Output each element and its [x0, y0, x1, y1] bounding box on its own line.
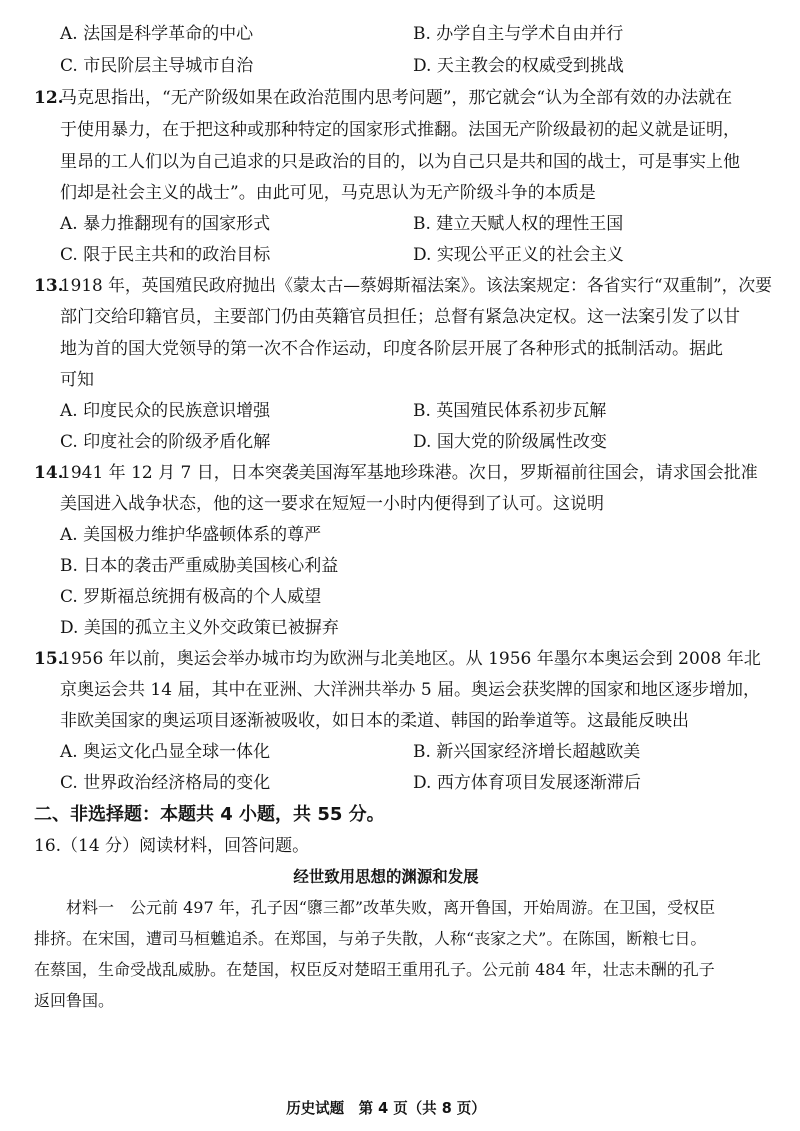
- q14-stem-line-2: 美国进入战争状态，他的这一要求在短短一小时内便得到了认可。这说明: [60, 494, 604, 514]
- q12-stem-line-3: 里昂的工人们以为自己追求的只是政治的目的，以为自己只是共和国的战士，可是事实上他: [60, 152, 740, 172]
- q13-option-d: D. 国大党的阶级属性改变: [413, 432, 607, 452]
- q11-option-a: A. 法国是科学革命的中心: [60, 24, 254, 44]
- q13-option-b: B. 英国殖民体系初步瓦解: [413, 401, 607, 421]
- q11-option-d: D. 天主教会的权威受到挑战: [413, 56, 624, 76]
- page-footer: 历史试题 第 4 页（共 8 页）: [286, 1099, 486, 1117]
- q15-option-b: B. 新兴国家经济增长超越欧美: [413, 742, 641, 762]
- q13-stem-line-4: 可知: [60, 370, 94, 390]
- q15-stem-line-1: 1956 年以前，奥运会举办城市均为欧洲与北美地区。从 1956 年墨尔本奥运会到 2008 年北: [60, 649, 761, 669]
- q12-option-c: C. 限于民主共和的政治目标: [60, 245, 271, 265]
- q14-number: 14.: [34, 463, 64, 483]
- q15-option-a: A. 奥运文化凸显全球一体化: [60, 742, 271, 762]
- material-line-1: 材料一 公元前 497 年，孔子因“隳三都”改革失败，离开鲁国，开始周游。在卫国，受权臣: [66, 898, 716, 917]
- q12-stem-line-4: 们却是社会主义的战士”。由此可见，马克思认为无产阶级斗争的本质是: [60, 183, 596, 203]
- q11-option-c: C. 市民阶层主导城市自治: [60, 56, 254, 76]
- q13-stem-line-3: 地为首的国大党领导的第一次不合作运动，印度各阶层开展了各种形式的抵制活动。据此: [60, 339, 723, 359]
- q15-stem-line-3: 非欧美国家的奥运项目逐渐被吸收，如日本的柔道、韩国的跆拳道等。这最能反映出: [60, 711, 689, 731]
- q15-number: 15.: [34, 649, 64, 669]
- q12-option-d: D. 实现公平正义的社会主义: [413, 245, 624, 265]
- q12-number: 12.: [34, 88, 64, 108]
- q13-option-a: A. 印度民众的民族意识增强: [60, 401, 271, 421]
- q12-stem-line-2: 于使用暴力，在于把这种或那种特定的国家形式推翻。法国无产阶级最初的起义就是证明，: [60, 120, 740, 140]
- q16-stem: 16.（14 分）阅读材料，回答问题。: [34, 836, 310, 856]
- q13-number: 13.: [34, 276, 64, 296]
- q11-option-b: B. 办学自主与学术自由并行: [413, 24, 624, 44]
- q13-option-c: C. 印度社会的阶级矛盾化解: [60, 432, 271, 452]
- q13-stem-line-2: 部门交给印籍官员，主要部门仍由英籍官员担任；总督有紧急决定权。这一法案引发了以甘: [60, 307, 740, 327]
- q15-stem-line-2: 京奥运会共 14 届，其中在亚洲、大洋洲共举办 5 届。奥运会获奖牌的国家和地区逐步增加，: [60, 680, 761, 700]
- q12-stem-line-1: 马克思指出，“无产阶级如果在政治范围内思考问题”，那它就会“认为全部有效的办法就在: [60, 88, 733, 108]
- q12-option-b: B. 建立天赋人权的理性王国: [413, 214, 624, 234]
- section-heading: 二、非选择题：本题共 4 小题，共 55 分。: [34, 804, 385, 825]
- material-line-3: 在蔡国，生命受战乱威胁。在楚国，权臣反对楚昭王重用孔子。公元前 484 年，壮志未酬的孔子: [34, 960, 715, 979]
- q14-option-a: A. 美国极力维护华盛顿体系的尊严: [60, 525, 322, 545]
- q14-stem-line-1: 1941 年 12 月 7 日，日本突袭美国海军基地珍珠港。次日，罗斯福前往国会，请求国会批准: [60, 463, 758, 483]
- material-line-2: 排挤。在宋国，遭司马桓魋追杀。在郑国，与弟子失散，人称“丧家之犬”。在陈国，断粮七日。: [34, 929, 707, 948]
- q15-option-c: C. 世界政治经济格局的变化: [60, 773, 271, 793]
- q12-option-a: A. 暴力推翻现有的国家形式: [60, 214, 271, 234]
- q14-option-d: D. 美国的孤立主义外交政策已被摒弃: [60, 618, 339, 638]
- q14-option-b: B. 日本的袭击严重威胁美国核心利益: [60, 556, 339, 576]
- material-line-4: 返回鲁国。: [34, 991, 115, 1010]
- q15-option-d: D. 西方体育项目发展逐渐滞后: [413, 773, 641, 793]
- material-title: 经世致用思想的渊源和发展: [293, 867, 479, 886]
- q14-option-c: C. 罗斯福总统拥有极高的个人威望: [60, 587, 322, 607]
- q13-stem-line-1: 1918 年，英国殖民政府抛出《蒙太古—蔡姆斯福法案》。该法案规定：各省实行“双重制”，次要: [60, 276, 772, 296]
